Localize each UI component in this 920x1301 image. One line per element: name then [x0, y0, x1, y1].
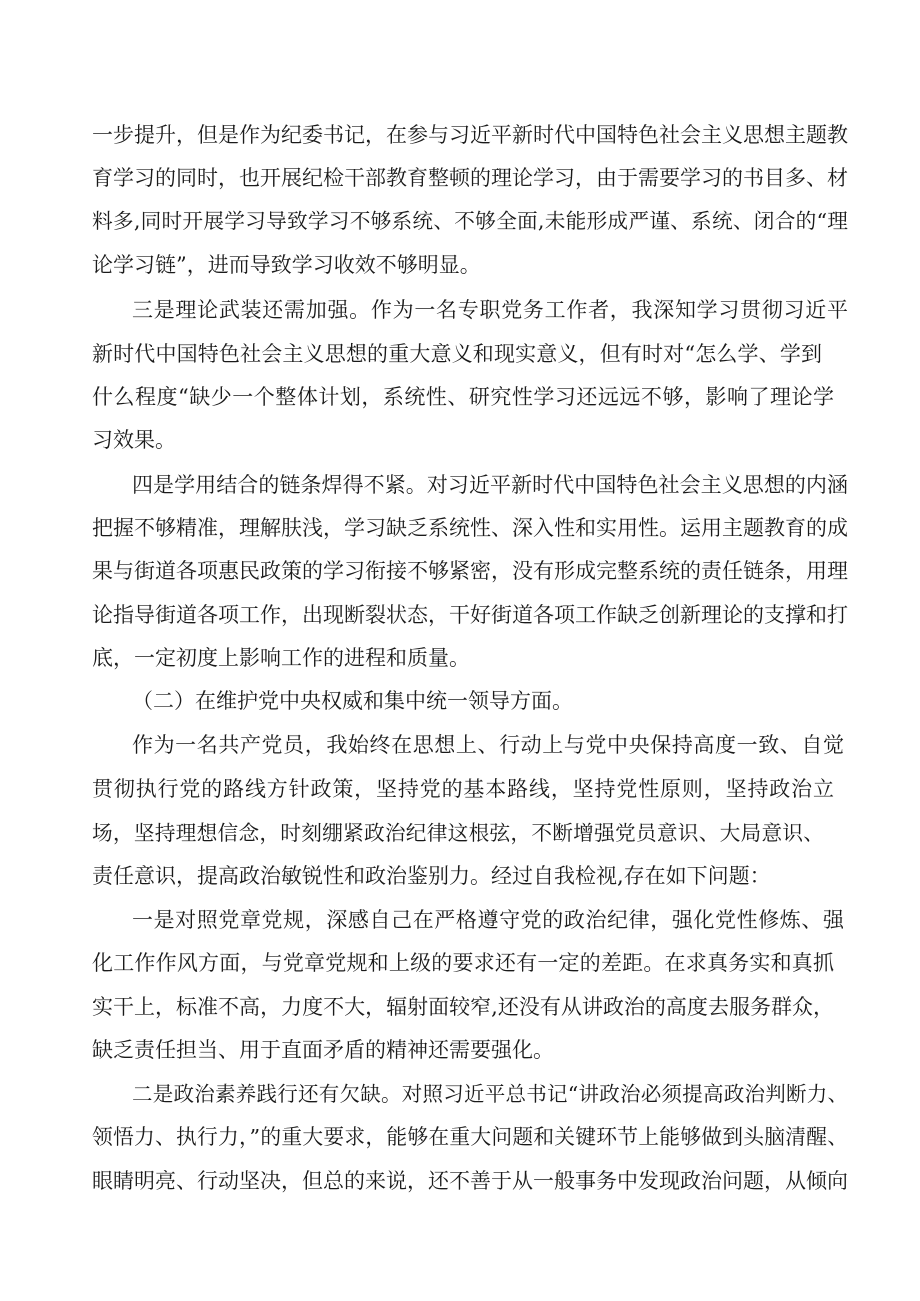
text-line: 一步提升，但是作为纪委书记，在参与习近平新时代中国特色社会主义思想主题教 [92, 123, 848, 147]
text-line: 贯彻执行党的路线方针政策，坚持党的基本路线，坚持党性原则，坚持政治立 [92, 777, 834, 801]
text-line: 什么程度“缺少一个整体计划，系统性、研究性学习还远远不够，影响了理论学 [92, 385, 834, 409]
text-line: 场，坚持理想信念，时刻绷紧政治纪律这根弦，不断增强党员意识、大局意识、 [92, 821, 824, 845]
text-line: 论指导街道各项工作，出现断裂状态，干好街道各项工作缺乏创新理论的支撑和打 [92, 603, 848, 627]
text-line: 料多,同时开展学习导致学习不够系统、不够全面,未能形成严谨、系统、闭合的“理 [92, 209, 848, 233]
text-line: 二是政治素养践行还有欠缺。对照习近平总书记“讲政治必须提高政治判断力、 [132, 1082, 848, 1106]
text-line: 实干上，标准不高，力度不大，辐射面较窄,还没有从讲政治的高度去服务群众， [92, 995, 834, 1019]
text-line: 责任意识，提高政治敏锐性和政治鉴别力。经过自我检视,存在如下问题： [92, 864, 771, 888]
text-line: 化工作作风方面，与党章党规和上级的要求还有一定的差距。在求真务实和真抓 [92, 951, 834, 975]
text-line: 新时代中国特色社会主义思想的重大意义和现实意义，但有时对“怎么学、学到 [92, 342, 822, 366]
text-line: 缺乏责任担当、用于直面矛盾的精神还需要强化。 [92, 1038, 554, 1062]
text-line: 论学习链”，进而导致学习收效不够明显。 [92, 253, 481, 277]
text-line: 领悟力、执行力，”的重大要求，能够在重大问题和关键环节上能够做到头脑清醒、 [92, 1125, 848, 1149]
text-line: 眼睛明亮、行动坚决，但总的来说，还不善于从一般事务中发现政治问题，从倾向 [92, 1169, 848, 1193]
text-line: 四是学用结合的链条焊得不紧。对习近平新时代中国特色社会主义思想的内涵 [132, 473, 848, 497]
text-line: 习效果。 [92, 428, 176, 452]
text-line: 把握不够精准，理解肤浅，学习缺乏系统性、深入性和实用性。运用主题教育的成 [92, 516, 848, 540]
text-line: 底，一定初度上影响工作的进程和质量。 [92, 646, 470, 670]
text-line: 三是理论武装还需加强。作为一名专职党务工作者，我深知学习贯彻习近平 [132, 298, 848, 322]
section-heading-text: （二）在维护党中央权威和集中统一领导方面。 [132, 689, 573, 713]
text-line: 果与街道各项惠民政策的学习衔接不够紧密，没有形成完整系统的责任链条，用理 [92, 559, 848, 583]
text-line: 一是对照党章党规，深感自己在严格遵守党的政治纪律，强化党性修炼、强 [132, 908, 844, 932]
text-line: 育学习的同时，也开展纪检干部教育整顿的理论学习，由于需要学习的书目多、材 [92, 166, 848, 190]
text-line: 作为一名共产党员，我始终在思想上、行动上与党中央保持高度一致、自觉 [132, 733, 844, 757]
